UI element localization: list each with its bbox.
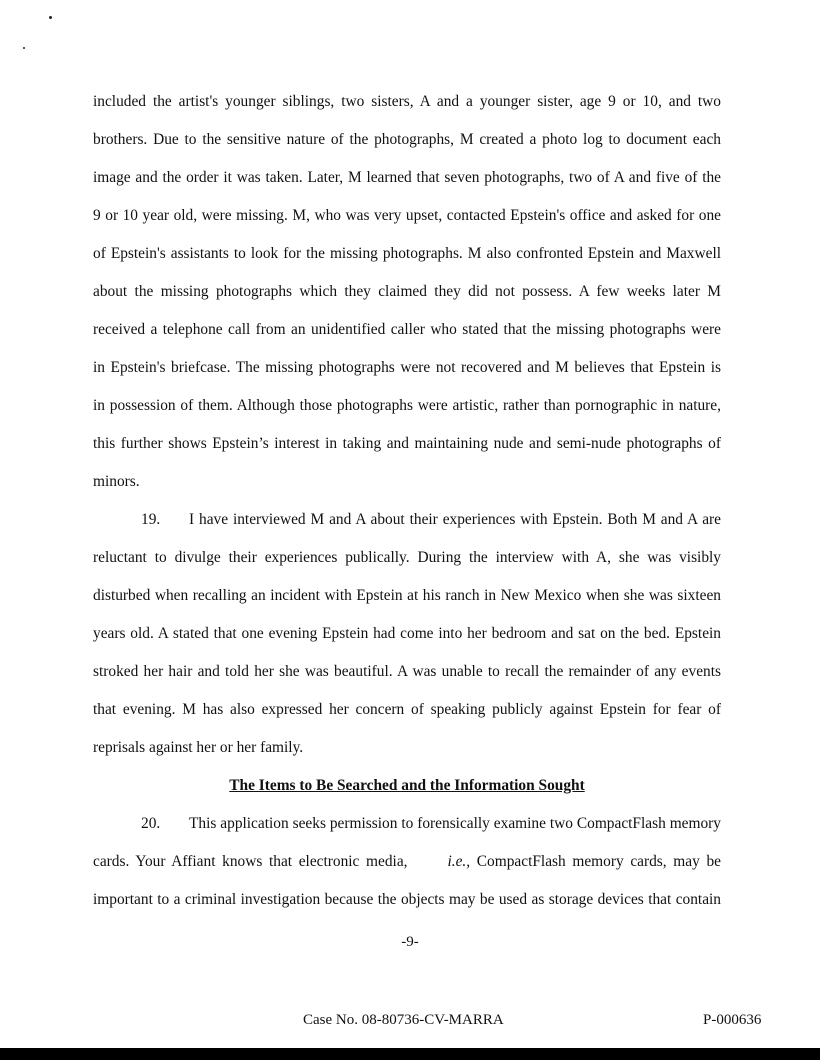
text-line: in possession of them. Although those photographs were artistic, rather than pornographic in nature, [93, 397, 721, 414]
scan-speck [49, 16, 52, 19]
page-number: -9- [401, 934, 419, 950]
text-line: disturbed when recalling an incident with Epstein at his ranch in New Mexico when she was sixteen [93, 587, 721, 604]
text-line: 9 or 10 year old, were missing. M, who was very upset, contacted Epstein's office and asked for one [93, 207, 721, 224]
text-line: that evening. M has also expressed her concern of speaking publicly against Epstein for fear of [93, 701, 721, 718]
text-line: about the missing photographs which they claimed they did not possess. A few weeks later M [93, 283, 721, 300]
text-segment: CompactFlash memory cards, may be [476, 853, 721, 870]
text-line: stroked her hair and told her she was beautiful. A was unable to recall the remainder of any events [93, 663, 721, 680]
italic-text: i.e., [447, 853, 471, 870]
text-line: years old. A stated that one evening Epstein had come into her bedroom and sat on the bed. Epstein [93, 625, 721, 642]
text-line: reprisals against her or her family. [93, 739, 304, 756]
text-line: reluctant to divulge their experiences publically. During the interview with A, she was visibly [93, 549, 721, 566]
text-line: brothers. Due to the sensitive nature of the photographs, M created a photo log to document each [93, 131, 721, 148]
text-line: minors. [93, 473, 140, 490]
text-line: this further shows Epstein’s interest in taking and maintaining nude and semi-nude photographs of [93, 435, 721, 452]
text-line: image and the order it was taken. Later, M learned that seven photographs, two of A and five of the [93, 169, 721, 186]
paragraph-20-line-2 [93, 843, 721, 881]
text-segment: This application seeks permission to forensically examine two CompactFlash memory [189, 815, 721, 832]
paragraph-20-first-line [93, 805, 721, 843]
case-number: Case No. 08-80736-CV-MARRA [303, 1012, 504, 1028]
text-line: in Epstein's briefcase. The missing photographs were not recovered and M believes that Epstein is [93, 359, 721, 376]
body-text [93, 83, 721, 919]
text-line: included the artist's younger siblings, two sisters, A and a younger sister, age 9 or 10, and two [93, 93, 721, 110]
scan-bottom-border [0, 1048, 820, 1060]
section-heading: The Items to Be Searched and the Information Sought [229, 777, 585, 794]
paragraph-19-first-line [93, 501, 721, 539]
text-line: of Epstein's assistants to look for the missing photographs. M also confronted Epstein and Maxwell [93, 245, 721, 262]
paragraph-number: 19. [141, 511, 161, 528]
bates-number: P-000636 [703, 1012, 762, 1028]
paragraph-number: 20. [141, 815, 161, 832]
text-segment: cards. Your Affiant knows that electronic media, [93, 853, 408, 870]
text-line: important to a criminal investigation because the objects may be used as storage devices that contain [93, 891, 721, 908]
text-segment: I have interviewed M and A about their experiences with Epstein. Both M and A are [189, 511, 721, 528]
scan-speck [23, 47, 25, 49]
text-line: received a telephone call from an unidentified caller who stated that the missing photographs were [93, 321, 721, 338]
